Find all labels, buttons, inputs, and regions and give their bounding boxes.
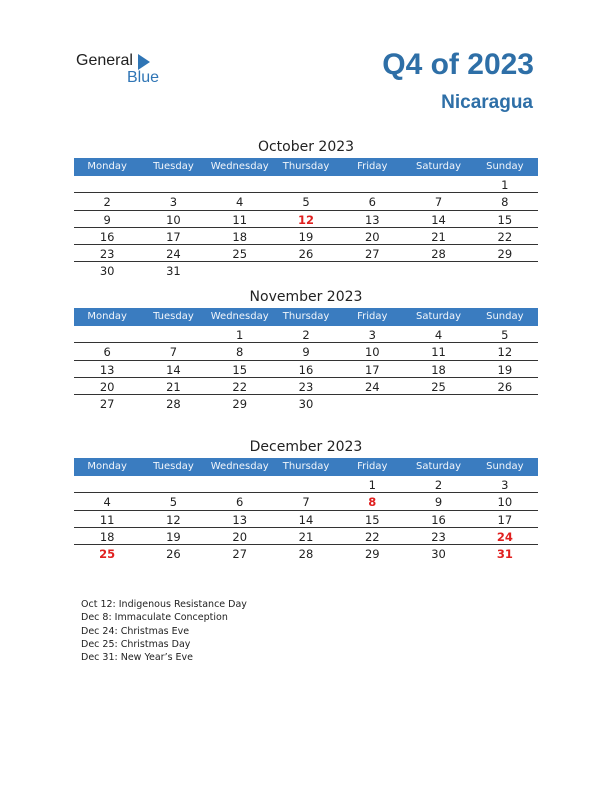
week-row: [74, 343, 538, 360]
holiday-note: Dec 24: Christmas Eve: [81, 625, 190, 637]
day-cell: 31: [166, 264, 181, 279]
day-cell: 21: [166, 379, 181, 394]
day-cell: 29: [497, 247, 513, 262]
empty-day-cell: [140, 476, 206, 492]
empty-day-cell: [140, 176, 206, 192]
day-cell: 22: [497, 229, 513, 244]
day-cell: 13: [99, 362, 115, 377]
day-cell: 20: [99, 379, 115, 394]
day-cell: 1: [368, 478, 376, 492]
day-cell: 14: [298, 512, 314, 527]
week-row: [74, 326, 538, 343]
empty-day-cell: [339, 395, 405, 412]
day-cell: 11: [99, 512, 115, 527]
day-cell: 3: [368, 328, 376, 342]
month-title: December 2023: [249, 439, 363, 455]
weekday-label: Thursday: [282, 461, 330, 472]
day-cell: 8: [501, 195, 509, 210]
week-row: [74, 193, 538, 210]
day-cell: 22: [232, 379, 248, 394]
day-cell: 9: [302, 345, 310, 360]
weekday-label: Saturday: [416, 161, 462, 172]
empty-day-cell: [74, 176, 140, 192]
day-cell: 1: [501, 178, 509, 192]
day-cell: 5: [169, 495, 178, 510]
day-cell: 18: [232, 229, 248, 244]
empty-day-cell: [472, 395, 538, 412]
day-cell: 7: [169, 345, 178, 360]
day-cell: 4: [103, 495, 111, 510]
day-cell: 21: [298, 529, 314, 544]
day-cell: 6: [368, 195, 376, 210]
weekday-label: Monday: [87, 161, 127, 172]
weekday-label: Tuesday: [153, 161, 194, 172]
weekday-label: Thursday: [282, 311, 330, 322]
weekday-label: Tuesday: [153, 311, 194, 322]
weekday-label: Wednesday: [210, 311, 269, 322]
day-cell: 24: [166, 247, 181, 262]
day-cell: 25: [99, 547, 116, 562]
day-cell: 13: [232, 512, 248, 527]
day-cell: 20: [232, 529, 248, 544]
day-cell: 17: [364, 362, 380, 377]
empty-day-cell: [74, 476, 140, 492]
empty-day-cell: [405, 395, 471, 412]
weekday-label: Thursday: [282, 161, 330, 172]
day-cell: 23: [431, 529, 446, 544]
month-title: October 2023: [257, 139, 355, 155]
day-cell: 30: [99, 264, 115, 279]
day-cell: 25: [232, 247, 248, 262]
day-cell: 16: [431, 512, 446, 527]
day-cell: 29: [232, 397, 248, 412]
day-cell: 28: [431, 247, 446, 262]
day-cell: 7: [434, 195, 443, 210]
week-row: [74, 361, 538, 378]
week-row: [74, 528, 538, 545]
empty-day-cell: [207, 476, 273, 492]
day-cell: 19: [497, 362, 513, 377]
day-cell: 3: [169, 195, 178, 210]
weekday-label: Wednesday: [210, 161, 269, 172]
day-cell: 26: [497, 379, 513, 394]
logo-general-text: General: [76, 52, 133, 69]
weekday-label: Monday: [87, 311, 127, 322]
day-cell: 14: [166, 362, 181, 377]
day-cell: 27: [99, 397, 115, 412]
week-row: [74, 493, 538, 510]
weekday-header: [74, 308, 538, 326]
day-cell: 6: [236, 495, 244, 510]
week-row: [74, 211, 538, 228]
week-row: [74, 228, 538, 245]
day-cell: 23: [99, 247, 115, 262]
day-cell: 5: [501, 328, 509, 342]
empty-day-cell: [339, 262, 405, 279]
day-cell: 27: [232, 547, 248, 562]
day-cell: 9: [434, 495, 443, 510]
day-cell: 21: [431, 229, 446, 244]
day-cell: 10: [497, 495, 513, 510]
day-cell: 7: [302, 495, 310, 510]
empty-day-cell: [405, 262, 471, 279]
month-calendar: [74, 286, 538, 412]
day-cell: 19: [166, 529, 181, 544]
holiday-notes: [81, 598, 247, 664]
logo-blue-text: Blue: [127, 69, 160, 86]
day-cell: 10: [364, 345, 380, 360]
empty-day-cell: [405, 176, 471, 192]
day-cell: 11: [232, 212, 248, 227]
weekday-label: Sunday: [486, 311, 524, 322]
day-cell: 1: [236, 328, 244, 342]
month-calendar: [74, 136, 538, 280]
day-cell: 31: [496, 547, 513, 562]
day-cell: 22: [364, 529, 380, 544]
weekday-header: [74, 458, 538, 476]
month-calendar: [74, 436, 538, 562]
empty-day-cell: [273, 476, 339, 492]
day-cell: 14: [431, 212, 446, 227]
country-name: Nicaragua: [441, 92, 533, 113]
weekday-label: Monday: [87, 461, 127, 472]
week-row: [74, 545, 538, 562]
logo-triangle-icon: [138, 54, 150, 70]
day-cell: 15: [364, 512, 380, 527]
day-cell: 6: [103, 345, 111, 360]
day-cell: 24: [496, 529, 513, 544]
weekday-label: Friday: [357, 311, 388, 322]
day-cell: 19: [298, 229, 314, 244]
day-cell: 30: [431, 547, 446, 562]
day-cell: 26: [298, 247, 314, 262]
weekday-label: Friday: [357, 461, 388, 472]
day-cell: 26: [166, 547, 181, 562]
day-cell: 8: [236, 345, 244, 360]
month-title: November 2023: [249, 289, 363, 305]
day-cell: 25: [431, 379, 446, 394]
holiday-note: Oct 12: Indigenous Resistance Day: [81, 599, 247, 610]
week-row: [74, 378, 538, 395]
logo: [76, 52, 176, 92]
holiday-note: Dec 8: Immaculate Conception: [81, 612, 228, 624]
empty-day-cell: [273, 176, 339, 192]
day-cell: 4: [434, 328, 443, 342]
empty-day-cell: [273, 262, 339, 279]
week-row: [74, 395, 538, 412]
weekday-header: [74, 158, 538, 176]
empty-day-cell: [207, 176, 273, 192]
weekday-label: Saturday: [416, 461, 462, 472]
day-cell: 18: [99, 529, 115, 544]
day-cell: 2: [434, 478, 443, 492]
day-cell: 17: [497, 512, 513, 527]
day-cell: 12: [166, 512, 181, 527]
day-cell: 23: [298, 379, 314, 394]
day-cell: 28: [166, 397, 181, 412]
week-row: [74, 262, 538, 279]
weekday-label: Sunday: [486, 161, 524, 172]
day-cell: 11: [431, 345, 446, 360]
weekday-label: Saturday: [416, 311, 462, 322]
day-cell: 4: [236, 195, 244, 210]
day-cell: 13: [364, 212, 380, 227]
day-cell: 16: [99, 229, 115, 244]
empty-day-cell: [140, 326, 206, 342]
empty-day-cell: [472, 262, 538, 279]
weekday-label: Friday: [357, 161, 388, 172]
day-cell: 15: [497, 212, 513, 227]
day-cell: 12: [497, 345, 513, 360]
day-cell: 16: [298, 362, 314, 377]
day-cell: 2: [302, 328, 310, 342]
weekday-label: Wednesday: [210, 461, 269, 472]
weekday-label: Tuesday: [153, 461, 194, 472]
day-cell: 12: [297, 212, 314, 227]
day-cell: 10: [166, 212, 181, 227]
page-title: Q4 of 2023: [382, 48, 534, 81]
week-row: [74, 176, 538, 193]
day-cell: 24: [364, 379, 380, 394]
day-cell: 3: [501, 478, 509, 492]
day-cell: 20: [364, 229, 380, 244]
week-row: [74, 245, 538, 262]
holiday-note: Dec 25: Christmas Day: [81, 638, 191, 650]
day-cell: 30: [298, 397, 314, 412]
empty-day-cell: [207, 262, 273, 279]
day-cell: 5: [302, 195, 310, 210]
day-cell: 29: [364, 547, 380, 562]
empty-day-cell: [74, 326, 140, 342]
day-cell: 9: [103, 212, 111, 227]
day-cell: 15: [232, 362, 248, 377]
day-cell: 18: [431, 362, 446, 377]
empty-day-cell: [339, 176, 405, 192]
day-cell: 17: [166, 229, 181, 244]
week-row: [74, 511, 538, 528]
day-cell: 8: [368, 495, 377, 510]
day-cell: 28: [298, 547, 314, 562]
day-cell: 27: [364, 247, 380, 262]
day-cell: 2: [103, 195, 111, 210]
holiday-note: Dec 31: New Year’s Eve: [81, 652, 194, 664]
week-row: [74, 476, 538, 493]
weekday-label: Sunday: [486, 461, 524, 472]
